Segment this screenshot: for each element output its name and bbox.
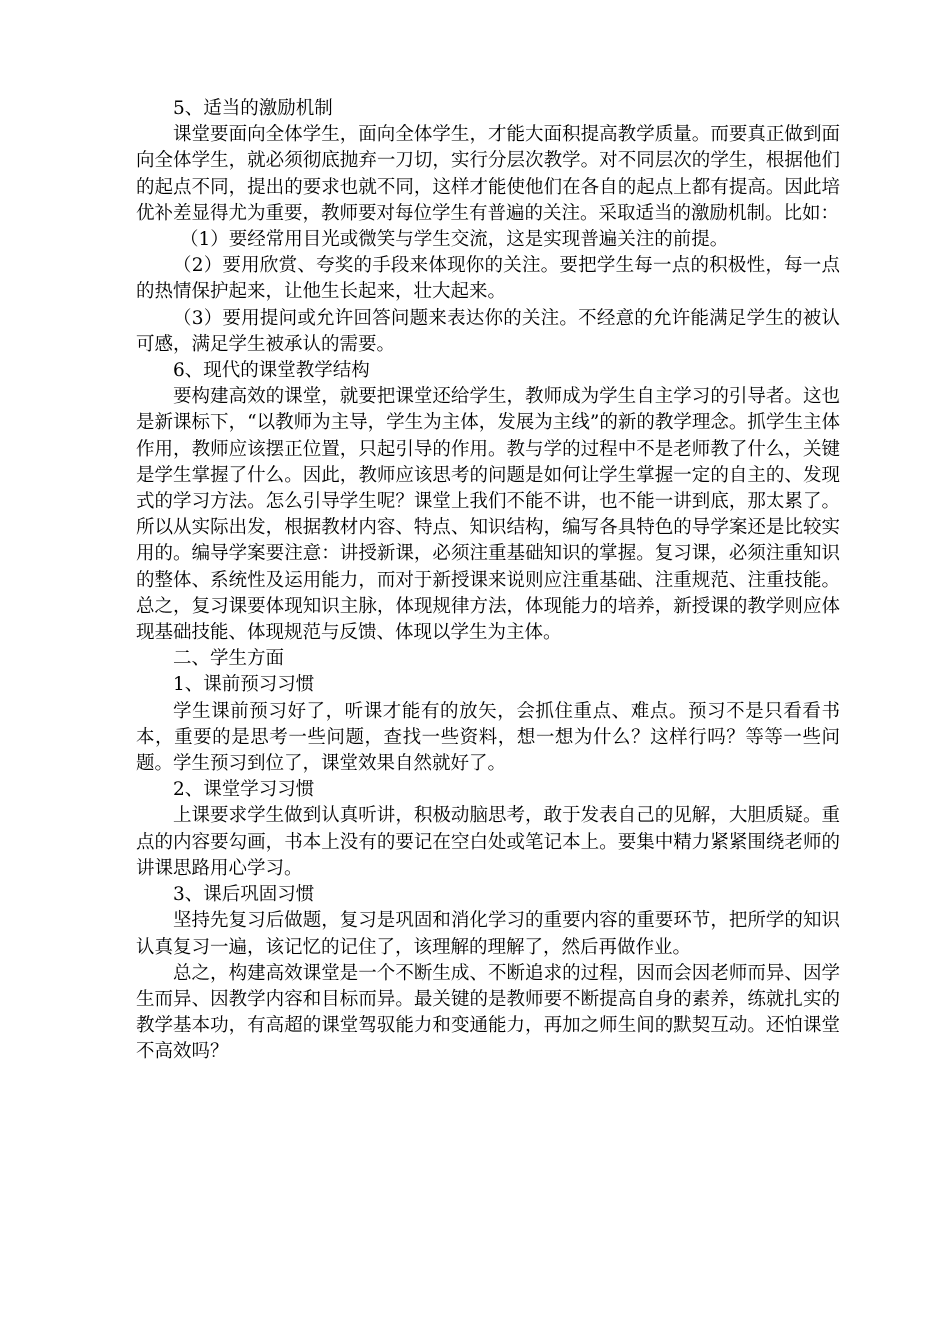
section-heading: 1、课前预习习惯 (173, 674, 315, 696)
section-heading: 2、课堂学习习惯 (173, 779, 315, 801)
body-paragraph: 上课要求学生做到认真听讲，积极动脑思考，敢于发表自己的见解，大胆质疑。重点的内容要勾画，书本上没有的要记在空白处或笔记本上。要集中精力紧紧围绕老师的讲课思路用心学习。 (136, 805, 840, 879)
body-paragraph: 要构建高效的课堂，就要把课堂还给学生，教师成为学生自主学习的引导者。这也是新课标下，“以教师为主导，学生为主体，发展为主线”的新的教学理念。抓学生主体作用，教师应该摆正位置，只起引导的作用。教与学的过程中不是老师教了什么，关键是学生掌握了什么。因此，教师应该思考的问题是如何让学生掌握一定的自主的、发现式的学习方法。怎么引导学生呢？课堂上我们不能不讲，也不能一讲到底，那太累了。所以从实际出发，根据教材内容、特点、知识结构，编写各具特色的导学案还是比较实用的。编导学案要注意：讲授新课，必须注重基础知识的掌握。复习课，必须注重知识的整体、系统性及运用能力，而对于新授课来说则应注重基础、注重规范、注重技能。总之，复习课要体现知识主脉，体现规律方法，体现能力的培养，新授课的教学则应体现基础技能、体现规范与反馈、体现以学生为主体。 (136, 386, 840, 644)
section-heading: 5、适当的激励机制 (173, 98, 333, 119)
list-item: （3）要用提问或允许回答问题来表达你的关注。不经意的允许能满足学生的被认可感，满足学生被承认的需要。 (136, 307, 840, 355)
body-paragraph: 总之，构建高效课堂是一个不断生成、不断追求的过程，因而会因老师而异、因学生而异、因教学内容和目标而异。最关键的是教师要不断提高自身的素养，练就扎实的教学基本功，有高超的课堂驾驭能力和变通能力，再加之师生间的默契互动。还怕课堂不高效吗？ (136, 962, 840, 1063)
section-heading: 6、现代的课堂教学结构 (173, 360, 370, 382)
body-paragraph: 学生课前预习好了，听课才能有的放矢，会抓住重点、难点。预习不是只看看书本，重要的是思考一些问题，查找一些资料，想一想为什么？这样行吗？等等一些问题。学生预习到位了，课堂效果自然就好了。 (136, 700, 840, 775)
section-heading: 3、课后巩固习惯 (173, 884, 315, 906)
list-item: （1）要经常用目光或微笑与学生交流，这是实现普遍关注的前提。 (180, 229, 729, 251)
list-item: （2）要用欣赏、夸奖的手段来体现你的关注。要把学生每一点的积极性，每一点的热情保护起来，让他生长起来，壮大起来。 (136, 255, 840, 303)
document-body (136, 96, 840, 1066)
section-heading: 二、学生方面 (173, 648, 285, 670)
body-paragraph: 课堂要面向全体学生，面向全体学生，才能大面积提高教学质量。而要真正做到面向全体学生，就必须彻底抛弃一刀切，实行分层次教学。对不同层次的学生，根据他们的起点不同，提出的要求也就不同，这样才能使他们在各自的起点上都有提高。因此培优补差显得尤为重要，教师要对每位学生有普遍的关注。采取适当的激励机制。比如： (136, 124, 840, 224)
body-paragraph: 坚持先复习后做题，复习是巩固和消化学习的重要内容的重要环节，把所学的知识认真复习一遍，该记忆的记住了，该理解的理解了，然后再做作业。 (136, 910, 840, 958)
